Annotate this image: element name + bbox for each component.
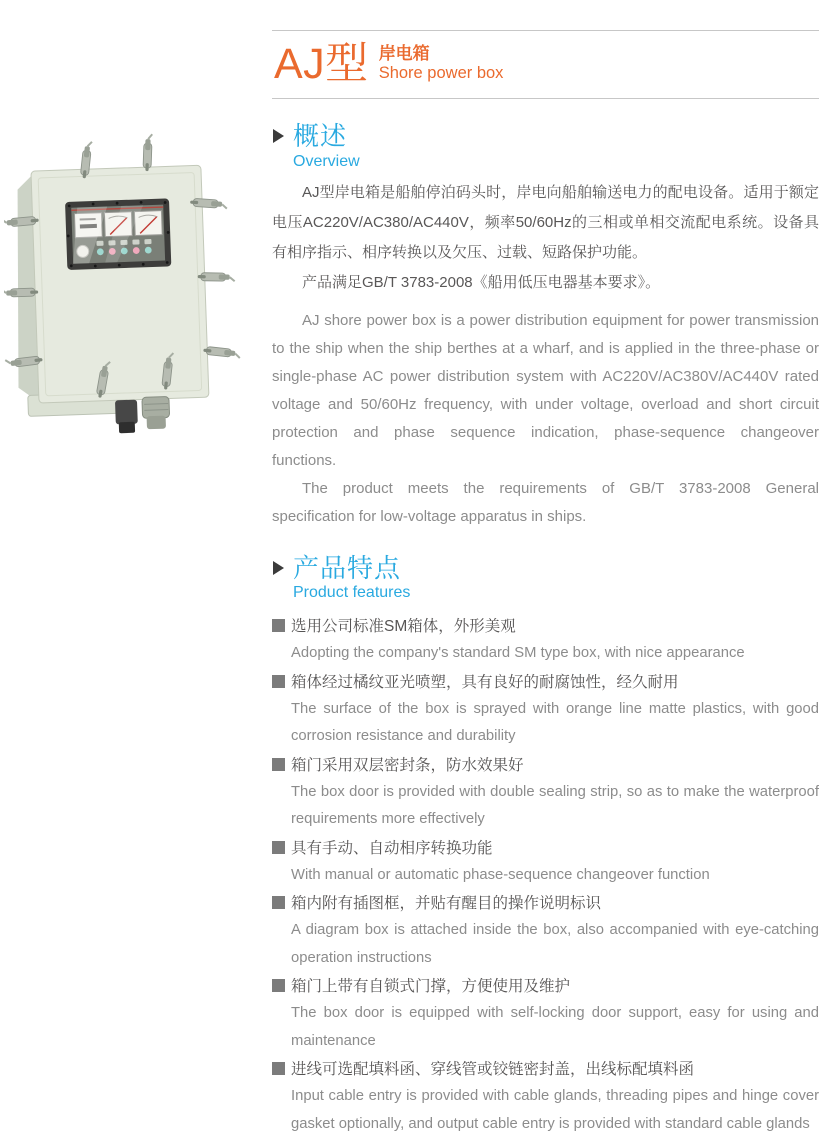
overview-paragraph-zh-1: AJ型岸电箱是船舶停泊码头时，岸电向船舶输送电力的配电设备。适用于额定电压AC220V/AC380/AC440V，频率50/60Hz的三相或单相交流配电系统。设备具有相序指示、相序转换以及欠压、过载、短路保护功能。	[272, 183, 819, 261]
product-photo	[4, 126, 256, 460]
overview-paragraph-en-1: AJ shore power box is a power distribution equipment for power transmission to the ship when the ship berthes at a wharf, and is applied in the three-phase or single-phase AC power distribution system with AC220V/AC380V/AC440V rated voltage and 50/60Hz frequency, with under voltage, overload and short circuit protection and phase sequence indication, phase-sequence changeover functions.	[272, 311, 819, 469]
cable-glands	[115, 397, 170, 434]
feature-text-en: Adopting the company's standard SM type box, with nice appearance	[291, 645, 745, 662]
feature-text-zh: 箱门上带有自锁式门撑，方便使用及维护	[291, 978, 571, 996]
triangle-right-icon	[273, 129, 284, 143]
product-name-en: Shore power box	[378, 64, 504, 83]
feature-item	[272, 752, 819, 834]
feature-text-zh: 箱体经过橘纹亚光喷塑，具有良好的耐腐蚀性，经久耐用	[291, 673, 679, 691]
feature-item	[272, 669, 819, 751]
meter-panel	[65, 198, 171, 270]
features-list	[272, 613, 819, 1138]
bullet-square-icon	[272, 1062, 285, 1075]
feature-item	[272, 835, 819, 890]
feature-text-zh: 箱门采用双层密封条，防水效果好	[291, 756, 524, 774]
feature-text-zh: 具有手动、自动相序转换功能	[291, 839, 493, 857]
product-name-zh: 岸电箱	[378, 44, 430, 63]
feature-item	[272, 890, 819, 972]
features-section-header	[272, 554, 819, 603]
content-column	[272, 0, 819, 1139]
features-heading-zh: 产品特点	[293, 552, 402, 583]
overview-heading-en: Overview	[293, 152, 360, 170]
feature-text-zh: 选用公司标准SM箱体，外形美观	[291, 618, 516, 636]
model-name: AJ型	[274, 40, 369, 89]
feature-text-en: The box door is provided with double sealing strip, so as to make the waterproof requirements more effectively	[291, 783, 819, 828]
bullet-square-icon	[272, 758, 285, 771]
features-heading-en: Product features	[293, 584, 411, 602]
feature-text-en: A diagram box is attached inside the box, also accompanied with eye-catching operation instructions	[291, 922, 819, 966]
overview-section-header	[272, 122, 819, 171]
feature-text-zh: 箱内附有插图框，并贴有醒目的操作说明标识	[291, 895, 602, 913]
feature-text-en: Input cable entry is provided with cable glands, threading pipes and hinge cover gasket optionally, and output cable entry is provided with standard cable glands	[291, 1088, 819, 1132]
feature-item	[272, 613, 819, 668]
bullet-square-icon	[272, 979, 285, 992]
bullet-square-icon	[272, 896, 285, 909]
title-divider-rule	[272, 98, 819, 99]
bullet-square-icon	[272, 841, 285, 854]
overview-paragraph-zh-2: 产品满足GB/T 3783-2008《船用低压电器基本要求》。	[302, 273, 661, 291]
feature-text-en: With manual or automatic phase-sequence changeover function	[291, 866, 710, 883]
overview-heading-zh: 概述	[293, 121, 348, 152]
feature-text-en: The box door is equipped with self-locking door support, easy for using and maintenance	[291, 1005, 819, 1049]
page-title	[272, 40, 819, 89]
feature-text-en: The surface of the box is sprayed with orange line matte plastics, with good corrosion resistance and durability	[291, 700, 819, 745]
feature-text-zh: 进线可选配填料函、穿线管或铰链密封盖，出线标配填料函	[291, 1061, 695, 1079]
top-rule	[272, 30, 819, 31]
bullet-square-icon	[272, 619, 285, 632]
feature-item	[272, 973, 819, 1055]
overview-paragraph-en-2: The product meets the requirements of GB/T 3783-2008 General specification for low-voltage apparatus in ships.	[272, 479, 819, 525]
feature-item	[272, 1056, 819, 1138]
triangle-right-icon	[273, 561, 284, 575]
bullet-square-icon	[272, 675, 285, 688]
